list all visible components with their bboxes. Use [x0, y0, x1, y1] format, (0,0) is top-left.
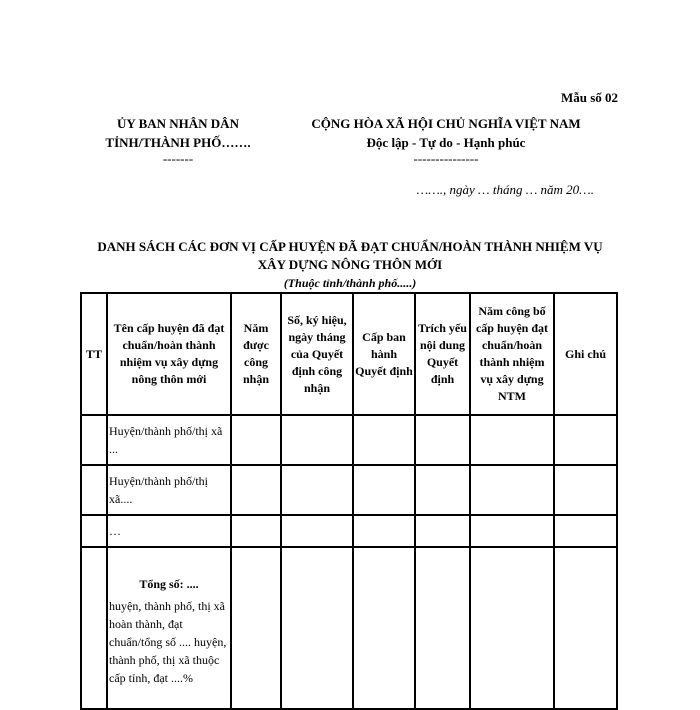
country-name: CỘNG HÒA XÃ HỘI CHỦ NGHĨA VIỆT NAM	[311, 116, 581, 131]
cell	[281, 547, 353, 709]
cell	[415, 515, 470, 547]
cell-tt	[81, 465, 107, 515]
issuing-authority-header	[84, 114, 272, 166]
header-tt: TT	[81, 293, 107, 415]
district-list-table	[80, 292, 618, 710]
header-announcement-year: Năm công bố cấp huyện đạt chuẩn/hoàn thành nhiệm vụ xây dựng NTM	[470, 293, 554, 415]
cell	[470, 415, 554, 465]
cell-total	[107, 547, 231, 709]
table-row	[81, 415, 617, 465]
cell	[231, 515, 281, 547]
cell	[554, 415, 617, 465]
table-row	[81, 515, 617, 547]
cell	[415, 465, 470, 515]
table-row	[81, 465, 617, 515]
header-recognition-year: Năm được công nhận	[231, 293, 281, 415]
cell-district-name: Huyện/thành phố/thị xã....	[107, 465, 231, 515]
cell	[281, 415, 353, 465]
title-line-2: XÂY DỰNG NÔNG THÔN MỚI	[257, 257, 443, 272]
cell	[353, 547, 415, 709]
cell	[554, 515, 617, 547]
authority-line-1: ỦY BAN NHÂN DÂN	[117, 116, 239, 131]
cell	[231, 465, 281, 515]
cell-tt	[81, 547, 107, 709]
header-issuing-level: Cấp ban hành Quyết định	[353, 293, 415, 415]
total-description: huyện, thành phố, thị xã hoàn thành, đạt chuẩn/tổng số .... huyện, thành phố, thị xã thuộc cấp tỉnh, đạt ....%	[109, 598, 227, 685]
cell	[415, 547, 470, 709]
cell	[231, 415, 281, 465]
title-line-1: DANH SÁCH CÁC ĐƠN VỊ CẤP HUYỆN ĐÃ ĐẠT CHUẨN/HOÀN THÀNH NHIỆM VỤ	[97, 239, 603, 254]
authority-separator: -------	[162, 151, 194, 166]
cell-tt	[81, 515, 107, 547]
header-decision-summary: Trích yếu nội dung Quyết định	[415, 293, 470, 415]
table-total-row	[81, 547, 617, 709]
cell	[554, 465, 617, 515]
authority-line-2: TỈNH/THÀNH PHỐ…….	[105, 135, 251, 150]
cell	[281, 465, 353, 515]
cell	[470, 515, 554, 547]
header-notes: Ghi chú	[554, 293, 617, 415]
cell	[415, 415, 470, 465]
document-subtitle: (Thuộc tỉnh/thành phố.....)	[283, 276, 417, 290]
cell-district-name: …	[107, 515, 231, 547]
cell	[470, 547, 554, 709]
cell-district-name: Huyện/thành phố/thị xã ...	[107, 415, 231, 465]
motto-separator: ---------------	[413, 151, 479, 166]
total-label: Tổng số: ....	[139, 576, 199, 591]
motto: Độc lập - Tự do - Hạnh phúc	[366, 135, 526, 150]
national-motto-header	[276, 114, 616, 166]
form-number: Mẫu số 02	[560, 90, 618, 105]
cell	[353, 465, 415, 515]
table-header-row	[81, 293, 617, 415]
cell-tt	[81, 415, 107, 465]
cell	[554, 547, 617, 709]
header-district-name: Tên cấp huyện đã đạt chuẩn/hoàn thành nhiệm vụ xây dựng nông thôn mới	[107, 293, 231, 415]
cell	[470, 465, 554, 515]
cell	[353, 415, 415, 465]
cell	[281, 515, 353, 547]
cell	[231, 547, 281, 709]
header-decision-number: Số, ký hiệu, ngày tháng của Quyết định công nhận	[281, 293, 353, 415]
document-title	[74, 238, 626, 274]
date-line: ……., ngày … tháng … năm 20….	[416, 182, 594, 197]
cell	[353, 515, 415, 547]
